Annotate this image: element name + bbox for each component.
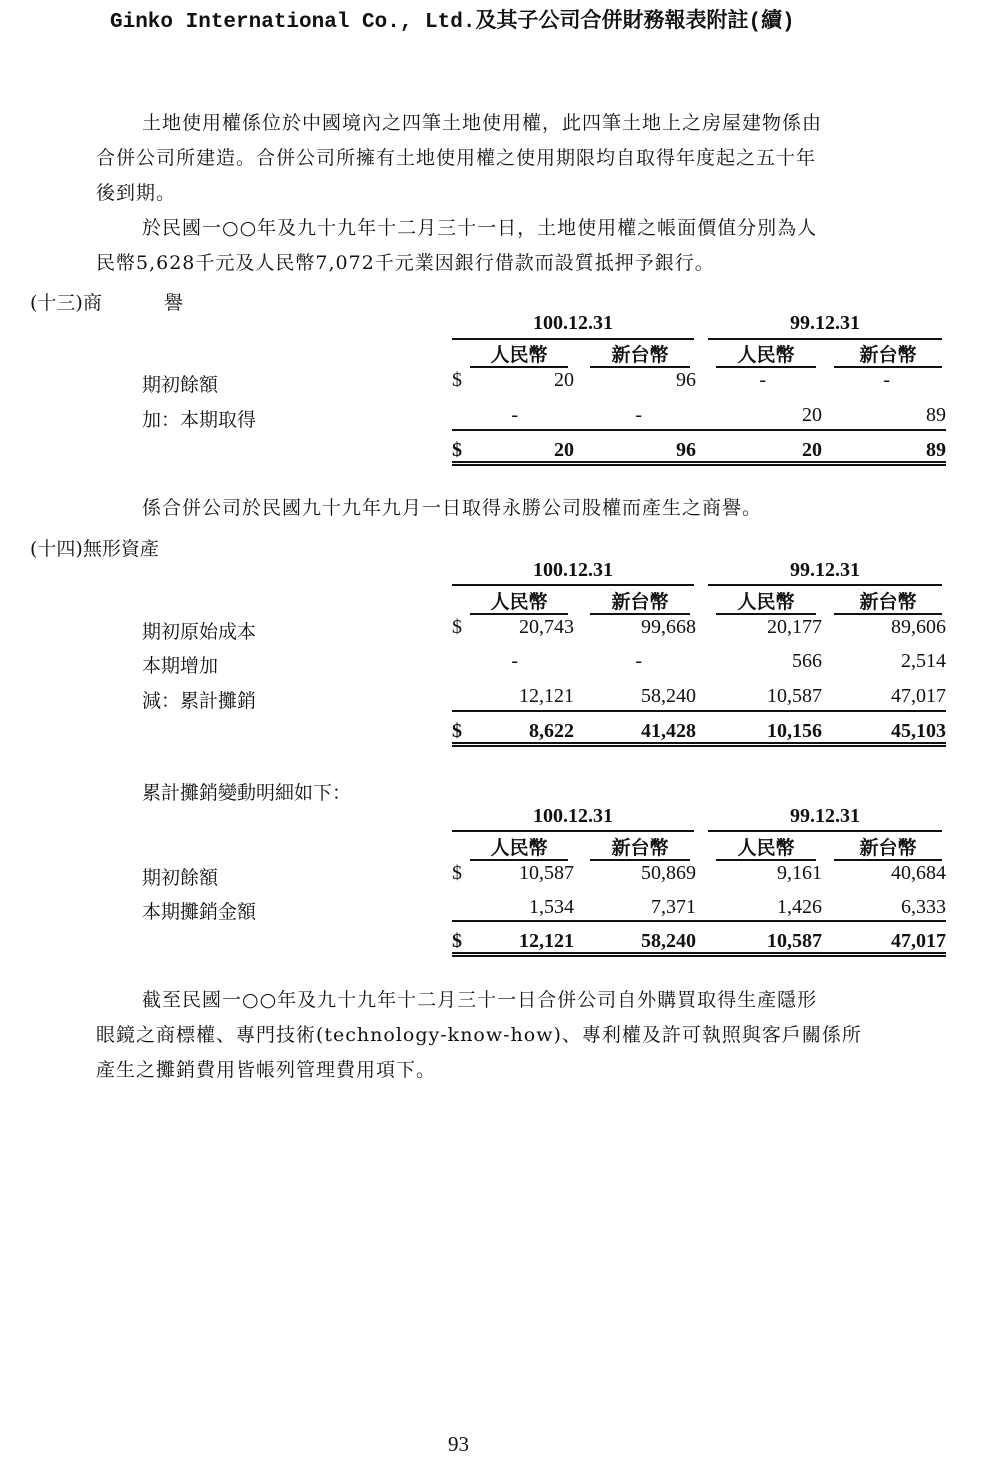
goodwill-cell: 20 <box>802 404 822 426</box>
amortization-currency-rmb-100: 人民幣 <box>490 837 548 859</box>
amortization-cell: 6,333 <box>901 896 946 918</box>
amortization-col-group-99: 99.12.31 <box>790 805 860 827</box>
intangibles-row-label: 本期增加 <box>142 655 219 677</box>
amortization-heading: 累計攤銷變動明細如下： <box>142 782 352 804</box>
intangibles-cell: 566 <box>792 650 822 672</box>
amortization-total-dollar: $ <box>452 930 462 952</box>
goodwill-currency-rmb-100: 人民幣 <box>490 344 548 366</box>
goodwill-total-cell: 96 <box>676 439 696 461</box>
goodwill-cell: - <box>759 369 766 391</box>
intangibles-row-label: 減：累計攤銷 <box>142 690 257 712</box>
intangibles-cell: 58,240 <box>641 685 696 707</box>
goodwill-col-group-99: 99.12.31 <box>790 312 860 334</box>
intangibles-total-cell: 45,103 <box>891 720 946 742</box>
goodwill-cell: - <box>511 404 518 426</box>
intangibles-cell: 47,017 <box>891 685 946 707</box>
goodwill-cell: 89 <box>926 404 946 426</box>
goodwill-currency-twd-99: 新台幣 <box>859 344 917 366</box>
amortization-col-group-100: 100.12.31 <box>533 805 613 827</box>
intangibles-cell: 12,121 <box>519 685 574 707</box>
goodwill-col-group-100: 100.12.31 <box>533 312 613 334</box>
intangibles-cell: - <box>635 650 642 672</box>
intangibles-cell: 10,587 <box>767 685 822 707</box>
amortization-cell: 1,426 <box>777 896 822 918</box>
page-title: Ginko International Co., Ltd.及其子公司合併財務報表附註(續) <box>110 11 795 34</box>
intangibles-currency-twd-99: 新台幣 <box>859 591 917 613</box>
intangibles-cell: 20,177 <box>767 616 822 638</box>
amortization-cell: 50,869 <box>641 862 696 884</box>
intangibles-cell: 99,668 <box>641 616 696 638</box>
amortization-total-cell: 12,121 <box>519 930 574 952</box>
goodwill-heading-number: (十三)商 <box>30 292 102 314</box>
intangibles-cell: - <box>511 650 518 672</box>
closing-line2: 眼鏡之商標權、專門技術(technology-know-how)、專利權及許可執照與客戶關係所 <box>96 1024 862 1046</box>
intangibles-cell: 2,514 <box>901 650 946 672</box>
goodwill-cell: - <box>883 369 890 391</box>
amortization-row-label: 期初餘額 <box>142 867 219 889</box>
goodwill-currency-twd-100: 新台幣 <box>611 344 669 366</box>
goodwill-cell: 96 <box>676 369 696 391</box>
goodwill-total-cell: 89 <box>926 439 946 461</box>
intangibles-total-cell: 10,156 <box>767 720 822 742</box>
goodwill-note: 係合併公司於民國九十九年九月一日取得永勝公司股權而產生之商譽。 <box>142 497 763 519</box>
goodwill-total-cell: 20 <box>554 439 574 461</box>
intangibles-heading: (十四)無形資產 <box>30 538 159 560</box>
land-use-para1-line3: 後到期。 <box>96 182 177 204</box>
intangibles-currency-rmb-99: 人民幣 <box>737 591 795 613</box>
goodwill-row-label: 期初餘額 <box>142 374 219 396</box>
closing-line1: 截至民國一○○年及九十九年十二月三十一日合併公司自外購買取得生產隱形 <box>142 989 818 1011</box>
land-use-para2-line1: 於民國一○○年及九十九年十二月三十一日，土地使用權之帳面價值分別為人 <box>142 217 818 239</box>
goodwill-heading-word: 譽 <box>164 292 184 314</box>
amortization-cell: 10,587 <box>519 862 574 884</box>
goodwill-currency-rmb-99: 人民幣 <box>737 344 795 366</box>
land-use-para2-line2: 民幣5,628千元及人民幣7,072千元業因銀行借款而設質抵押予銀行。 <box>96 252 715 274</box>
intangibles-col-group-100: 100.12.31 <box>533 559 613 581</box>
intangibles-total-cell: 8,622 <box>529 720 574 742</box>
page-number: 93 <box>448 1432 469 1456</box>
amortization-cell: 1,534 <box>529 896 574 918</box>
amortization-currency-rmb-99: 人民幣 <box>737 837 795 859</box>
goodwill-cell: - <box>635 404 642 426</box>
land-use-para1-line1: 土地使用權係位於中國境內之四筆土地使用權，此四筆土地上之房屋建物係由 <box>142 112 823 134</box>
amortization-cell: 40,684 <box>891 862 946 884</box>
amortization-total-cell: 47,017 <box>891 930 946 952</box>
goodwill-total-dollar: $ <box>452 439 462 461</box>
intangibles-currency-rmb-100: 人民幣 <box>490 591 548 613</box>
amortization-currency-twd-99: 新台幣 <box>859 837 917 859</box>
intangibles-col-group-99: 99.12.31 <box>790 559 860 581</box>
amortization-total-cell: 58,240 <box>641 930 696 952</box>
intangibles-cell: 20,743 <box>519 616 574 638</box>
intangibles-cell: 89,606 <box>891 616 946 638</box>
goodwill-row-label: 加：本期取得 <box>142 409 257 431</box>
amortization-dollar-sign: $ <box>452 862 462 884</box>
intangibles-dollar-sign: $ <box>452 616 462 638</box>
amortization-cell: 9,161 <box>777 862 822 884</box>
intangibles-row-label: 期初原始成本 <box>142 621 257 643</box>
intangibles-total-dollar: $ <box>452 720 462 742</box>
amortization-total-cell: 10,587 <box>767 930 822 952</box>
goodwill-cell: 20 <box>554 369 574 391</box>
intangibles-total-cell: 41,428 <box>641 720 696 742</box>
goodwill-total-cell: 20 <box>802 439 822 461</box>
amortization-currency-twd-100: 新台幣 <box>611 837 669 859</box>
closing-line3: 產生之攤銷費用皆帳列管理費用項下。 <box>96 1059 437 1081</box>
land-use-para1-line2: 合併公司所建造。合併公司所擁有土地使用權之使用期限均自取得年度起之五十年 <box>96 147 817 169</box>
amortization-cell: 7,371 <box>651 896 696 918</box>
intangibles-currency-twd-100: 新台幣 <box>611 591 669 613</box>
amortization-row-label: 本期攤銷金額 <box>142 901 257 923</box>
goodwill-dollar-sign: $ <box>452 369 462 391</box>
